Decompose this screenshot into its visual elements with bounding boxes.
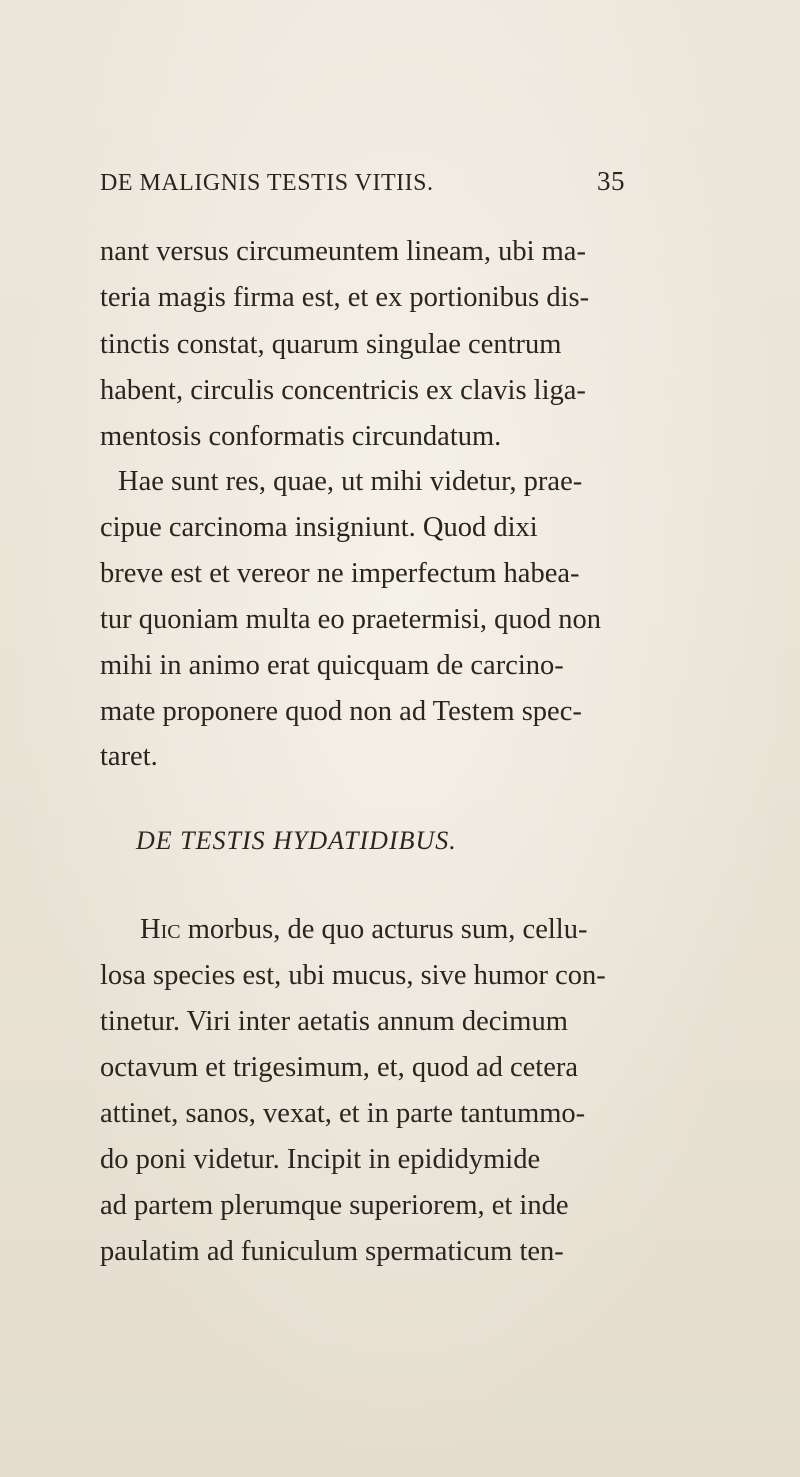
text-line: habent, circulis concentricis ex clavis liga-: [100, 375, 586, 406]
text-line-rest: morbus, de quo acturus sum, cellu-: [180, 914, 588, 945]
text-line: attinet, sanos, vexat, et in parte tantummo-: [100, 1098, 586, 1129]
text-line: cipue carcinoma insigniunt. Quod dixi: [100, 512, 538, 543]
text-line: [140, 916, 587, 945]
text-line: tinctis constat, quarum singulae centrum: [100, 329, 562, 360]
initial-word: Hic: [140, 914, 181, 945]
text-line: teria magis firma est, et ex portionibus dis-: [100, 282, 590, 313]
page-number: 35: [597, 166, 625, 196]
text-line: ad partem plerumque superiorem, et inde: [100, 1190, 569, 1221]
running-head: [100, 166, 625, 196]
text-line: mihi in animo erat quicquam de carcino-: [100, 650, 564, 681]
text-line: octavum et trigesimum, et, quod ad cetera: [100, 1052, 579, 1083]
text-line: paulatim ad funiculum spermaticum ten-: [100, 1236, 564, 1267]
text-line: taret.: [100, 741, 158, 772]
text-line: mentosis conformatis circundatum.: [100, 421, 502, 452]
text-line: losa species est, ubi mucus, sive humor con-: [100, 960, 606, 991]
text-line: nant versus circumeuntem lineam, ubi ma-: [100, 236, 586, 267]
running-title: DE MALIGNIS TESTIS VITIIS.: [100, 170, 434, 196]
text-line: Hae sunt res, quae, ut mihi videtur, prae-: [118, 466, 583, 497]
text-line: tinetur. Viri inter aetatis annum decimum: [100, 1006, 568, 1037]
section-heading: DE TESTIS HYDATIDIBUS.: [136, 826, 457, 855]
text-line: do poni videtur. Incipit in epididymide: [100, 1144, 541, 1175]
text-line: breve est et vereor ne imperfectum habea-: [100, 558, 580, 589]
text-line: mate proponere quod non ad Testem spec-: [100, 696, 582, 727]
text-line: tur quoniam multa eo praetermisi, quod non: [100, 604, 602, 635]
